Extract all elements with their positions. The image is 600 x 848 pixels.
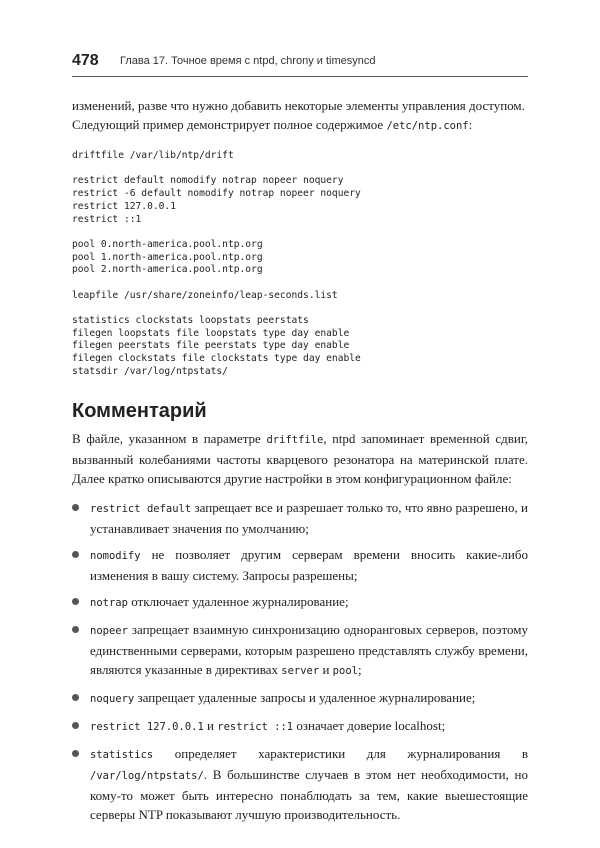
- intro-line-2-prefix: Следующий пример демонстрирует полное содержимое: [72, 117, 387, 132]
- option-text: определяет характеристики для журналирования в: [153, 745, 528, 761]
- code-line: restrict -6 default nomodify notrap nopeer noquery: [72, 188, 361, 200]
- list-item: [72, 716, 528, 737]
- option-text: ;: [357, 661, 362, 677]
- code-line: pool 0.north-america.pool.ntp.org: [72, 238, 263, 250]
- code-line: statistics clockstats loopstats peerstats: [72, 315, 309, 327]
- page-header: [72, 50, 528, 76]
- section-paragraph-prefix: В файле, указанном в параметре: [72, 430, 267, 446]
- config-path: /etc/ntp.conf: [386, 120, 469, 132]
- code-line: [72, 302, 528, 315]
- section-paragraph-suffix: , ntpd запоминает временной сдвиг, вызванный колебаниями частоты кварцевого резонатора на материнской плате. Далее кратко описываются другие настройки в этом конфигурационном файле:: [72, 430, 528, 486]
- code-line: pool 2.north-america.pool.ntp.org: [72, 264, 263, 276]
- bullet-icon: [72, 598, 79, 605]
- list-item: [72, 744, 528, 824]
- code-line: restrict ::1: [72, 213, 142, 225]
- code-line: driftfile /var/lib/ntp/drift: [72, 150, 234, 161]
- list-item: [72, 498, 528, 538]
- code-line: filegen clockstats file clockstats type day enable: [72, 353, 361, 365]
- section-paragraph: [72, 429, 528, 488]
- section-heading: Комментарий: [72, 399, 207, 422]
- code-line: [72, 163, 528, 176]
- option-code: restrict 127.0.0.1: [90, 720, 204, 733]
- code-line: leapfile /usr/share/zoneinfo/leap-seconds.list: [72, 289, 338, 301]
- option-text: отключает удаленное журналирование;: [127, 593, 349, 609]
- code-line: filegen loopstats file loopstats type day enable: [72, 327, 350, 339]
- code-line: statsdir /var/log/ntpstats/: [72, 365, 228, 377]
- options-list: [72, 498, 528, 824]
- bullet-icon: [72, 551, 79, 558]
- intro-line-2-suffix: :: [468, 117, 473, 132]
- list-item: [72, 545, 528, 585]
- option-text: запрещает взаимную синхронизацию одноранговых серверов, поэтому единственными серверами, которым разрешено представлять службу времени, являются указанные в директивах: [90, 621, 528, 677]
- option-code: notrap: [90, 596, 128, 609]
- stats-path-code: /var/log/ntpstats/: [90, 769, 204, 782]
- option-text: запрещает все и разрешает только то, что явно разрешено, и устанавливает значения по умолчанию;: [90, 499, 528, 536]
- bullet-icon: [72, 504, 79, 511]
- code-listing: [72, 150, 528, 379]
- code-line: filegen peerstats file peerstats type day enable: [72, 340, 350, 352]
- list-item: [72, 620, 528, 681]
- intro-paragraph: [72, 96, 528, 136]
- option-code: nomodify: [90, 549, 141, 562]
- option-text: и: [203, 717, 218, 733]
- code-line: [72, 226, 528, 239]
- option-text: не позволяет другим серверам времени вносить какие-либо изменения в вашу систему. Запросы разрешены;: [90, 546, 528, 583]
- option-code: noquery: [90, 692, 135, 705]
- option-text: и: [319, 661, 333, 677]
- bullet-icon: [72, 626, 79, 633]
- page-body: [72, 96, 528, 831]
- option-code: nopeer: [90, 624, 128, 637]
- list-item: [72, 688, 528, 709]
- page-number: 478: [72, 52, 99, 69]
- code-line: restrict 127.0.0.1: [72, 200, 176, 212]
- code-line: pool 1.north-america.pool.ntp.org: [72, 251, 263, 263]
- option-text: означает доверие localhost;: [293, 717, 446, 733]
- option-text: . В большинстве случаев в этом нет необходимости, но кому-то может быть интересно понаблюдать за тем, какие выешестоящие серверы NTP показывают лучшую производительность.: [90, 766, 528, 822]
- intro-line-1: изменений, разве что нужно добавить некоторые элементы управления доступом.: [72, 98, 525, 113]
- bullet-icon: [72, 722, 79, 729]
- code-line: restrict default nomodify notrap nopeer noquery: [72, 175, 344, 187]
- server-code: server: [281, 664, 320, 677]
- option-code: restrict default: [90, 502, 192, 515]
- code-line: [72, 277, 528, 290]
- option-text: запрещает удаленные запросы и удаленное журналирование;: [134, 689, 476, 705]
- option-code: statistics: [90, 748, 154, 761]
- bullet-icon: [72, 694, 79, 701]
- driftfile-code: driftfile: [266, 433, 324, 446]
- header-rule: [72, 76, 528, 77]
- option-code: restrict ::1: [217, 720, 294, 733]
- list-item: [72, 592, 528, 613]
- bullet-icon: [72, 750, 79, 757]
- running-title: Глава 17. Точное время с ntpd, chrony и timesyncd: [120, 55, 376, 67]
- pool-code: pool: [332, 664, 358, 677]
